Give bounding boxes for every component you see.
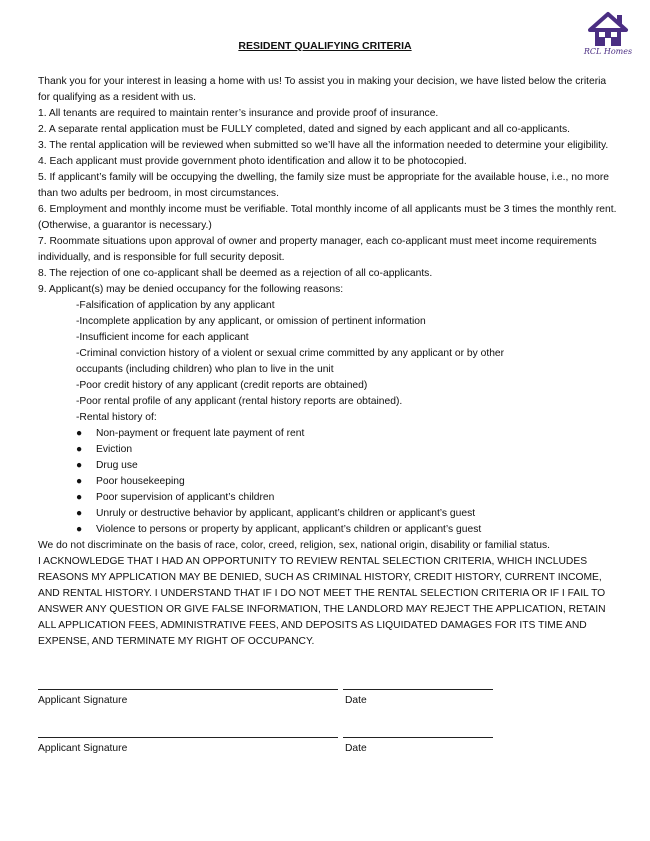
rental-history-bullet — [38, 442, 618, 458]
denial-reason: -Poor credit history of any applicant (credit reports are obtained) — [76, 380, 368, 391]
criteria-item: 8. The rejection of one co-applicant shall be deemed as a rejection of all co-applicants. — [38, 268, 433, 279]
logo-text: RCL Homes — [583, 47, 633, 56]
criteria-item: 7. Roommate situations upon approval of owner and property manager, each co-applicant must meet income requirements individually, and is responsible for full security deposit. — [38, 236, 597, 263]
criteria-item: 2. A separate rental application must be FULLY completed, dated and signed by each applicant and all co-applicants. — [38, 124, 570, 135]
bullet-text: Poor housekeeping — [96, 476, 185, 487]
bullet-icon: ● — [76, 444, 83, 455]
applicant-signature-line[interactable] — [38, 737, 338, 738]
applicant-signature-label: Applicant Signature — [38, 743, 128, 754]
company-logo — [582, 10, 634, 64]
non-discrimination-statement: We do not discriminate on the basis of race, color, creed, religion, sex, national origin, disability or familial status. — [38, 540, 551, 551]
bullet-icon: ● — [76, 524, 83, 535]
applicant-signature-line[interactable] — [38, 689, 338, 690]
bullet-text: Non-payment or frequent late payment of rent — [96, 428, 305, 439]
rental-history-bullet — [38, 522, 618, 538]
acknowledgement-statement: I ACKNOWLEDGE THAT I HAD AN OPPORTUNITY TO REVIEW RENTAL SELECTION CRITERIA, WHICH INCLUDES REASONS MY APPLICATION MAY BE DENIED, SUCH AS CRIMINAL HISTORY, CREDIT HISTORY, CURRENT INCOME, AND RENTAL HISTORY. I UNDERSTAND THAT IF I DO NOT MEET THE RENTAL SELECTION CRITERIA OR IF I FAIL TO ANSWER ANY QUESTION OR GIVE FALSE INFORMATION, THE LANDLORD MAY REJECT THE APPLICATION, RETAIN ALL APPLICATION FEES, ADMINISTRATIVE FEES, AND DEPOSITS AS LIQUIDATED DAMAGES FOR ITS TIME AND EXPENSE, AND TERMINATE MY RIGHT OF OCCUPANCY. — [38, 556, 606, 647]
criteria-item: 1. All tenants are required to maintain renter’s insurance and provide proof of insurance. — [38, 108, 439, 119]
denial-reason: -Falsification of application by any applicant — [76, 300, 275, 311]
criteria-item: 4. Each applicant must provide government photo identification and allow it to be photocopied. — [38, 156, 467, 167]
criteria-item: 9. Applicant(s) may be denied occupancy for the following reasons: — [38, 284, 344, 295]
intro-paragraph: Thank you for your interest in leasing a home with us! To assist you in making your decision, we have listed below the criteria for qualifying as a resident with us. — [38, 76, 607, 103]
bullet-icon: ● — [76, 460, 83, 471]
criteria-item: 6. Employment and monthly income must be verifiable. Total monthly income of all applicants must be 3 times the monthly rent. (Otherwise, a guarantor is necessary.) — [38, 204, 617, 231]
denial-reason: -Poor rental profile of any applicant (rental history reports are obtained). — [76, 396, 403, 407]
bullet-text: Poor supervision of applicant’s children — [96, 492, 275, 503]
date-line[interactable] — [343, 737, 493, 738]
criteria-item: 3. The rental application will be reviewed when submitted so we’ll have all the information needed to determine your eligibility. — [38, 140, 609, 151]
bullet-icon: ● — [76, 492, 83, 503]
denial-reason: -Incomplete application by any applicant, or omission of pertinent information — [76, 316, 426, 327]
date-label: Date — [345, 743, 367, 754]
denial-reason: -Rental history of: — [76, 412, 157, 423]
bullet-text: Violence to persons or property by applicant, applicant’s children or applicant’s guest — [96, 524, 482, 535]
denial-reason: -Criminal conviction history of a violent or sexual crime committed by any applicant or by other occupants (including children) who plan to live in the unit — [76, 348, 505, 375]
bullet-text: Eviction — [96, 444, 133, 455]
bullet-icon: ● — [76, 508, 83, 519]
rental-history-bullet — [38, 506, 618, 522]
criteria-item: 5. If applicant’s family will be occupying the dwelling, the family size must be appropriate for the available house, i.e., no more than two adults per bedroom, in most circumstances. — [38, 172, 610, 199]
rental-history-bullet — [38, 490, 618, 506]
denial-reason: -Insufficient income for each applicant — [76, 332, 249, 343]
rental-history-bullet — [38, 426, 618, 442]
rental-history-bullet — [38, 458, 618, 474]
document-body — [38, 74, 618, 650]
document-title: RESIDENT QUALIFYING CRITERIA — [238, 40, 412, 52]
date-label: Date — [345, 695, 367, 706]
applicant-signature-label: Applicant Signature — [38, 695, 128, 706]
bullet-icon: ● — [76, 476, 83, 487]
bullet-icon: ● — [76, 428, 83, 439]
date-line[interactable] — [343, 689, 493, 690]
bullet-text: Unruly or destructive behavior by applicant, applicant’s children or applicant’s guest — [96, 508, 476, 519]
bullet-text: Drug use — [96, 460, 138, 471]
rental-history-bullet — [38, 474, 618, 490]
